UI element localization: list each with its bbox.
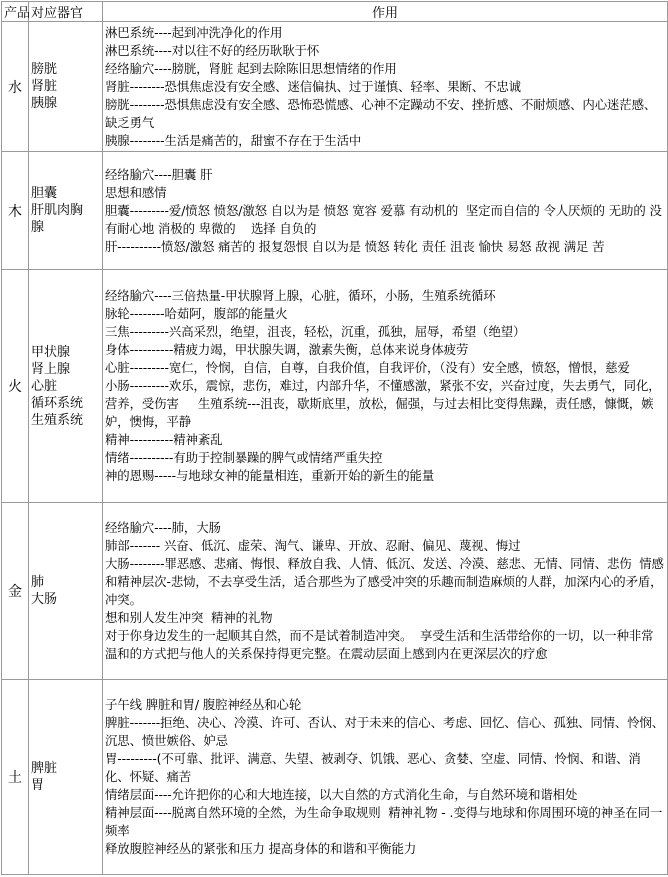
function-line: 释放腹腔神经丛的紧张和压力 提高身体的和谐和平衡能力 (105, 841, 417, 856)
function-line: 淋巴系统----起到冲洗净化的作用 (105, 24, 283, 40)
organ-cell (29, 152, 103, 270)
element-label: 火 (8, 379, 22, 395)
table-row (2, 503, 668, 680)
function-line: 小肠---------欢乐，震惊，悲伤，难过，内部升华，不懂感激，紧张不安，兴奋过度，失去勇气，同化，营养，受伤害 生殖系统---沮丧，歇斯底里，放松，倔强，与过去相比变得焦躁，责任感，慷慨，嫉妒，懊悔，平静 (105, 378, 661, 429)
function-line: 经络腧穴----三倍热量-甲状腺肾上腺，心脏，循环，小肠，生殖系统循环 (105, 288, 496, 303)
function-line: 经络腧穴----膀胱，肾脏 起到去除陈旧思想情绪的作用 (105, 60, 397, 76)
function-line: 精神层面----脱离自然环境的全然，为生命争取规则 精神礼物 - .变得与地球和你周围环境的神圣在同一频率 (105, 805, 663, 838)
organ-item: 腺 (31, 220, 45, 235)
function-line: 精神----------精神紊乱 (105, 432, 223, 447)
organ-item: 肝肌肉胸 (31, 203, 84, 218)
element-cell (2, 503, 29, 680)
organ-item: 肺 (31, 575, 45, 590)
function-line: 肾脏--------恐惧焦虑没有安全感、迷信偏执、过于谨慎、轻率、果断、不忠诚 (105, 78, 521, 94)
function-line: 大肠--------罪恶感、悲痛、悔恨、释放自我、人情、低沉、发送、冷漠、慈悲、无情、同情、悲伤 情感和精神层次-悲恸，不去享受生活，适合那些为了感受冲突的乐趣而制造麻烦的人群，加深内心的矛盾，冲突。 (105, 556, 664, 607)
table-row (2, 152, 668, 270)
function-line: 情绪层面----允许把你的心和大地连接，以大自然的方式消化生命，与自然环境和谐相处 (105, 787, 578, 802)
header-product: 产品 (2, 2, 29, 22)
function-line: 胰腺--------生活是痛苦的，甜蜜不存在于生活中 (105, 132, 362, 148)
function-line: 胃---------(不可靠、批评、满意、失望、被剥夺、饥饿、恶心、贪婪、空虚、同情、怜悯、和谐、消化、怀疑、痛苦 (105, 751, 641, 784)
organ-item: 胰腺 (31, 96, 58, 111)
element-cell (2, 270, 29, 503)
function-line: 子午线 脾脏和胃/ 腹腔神经丛和心轮 (105, 697, 302, 712)
organ-item: 胃 (31, 778, 45, 793)
table-row (2, 680, 668, 875)
organ-item: 生殖系统 (31, 412, 84, 428)
function-line: 淋巴系统----对以往不好的经历耿耿于怀 (105, 42, 320, 58)
element-cell (2, 152, 29, 270)
function-line: 对于你身边发生的一起顺其自然，而不是试着制造冲突。 享受生活和生活带给你的一切，以一种非常温和的方式把与他人的关系保持得更完整。在震动层面上感到内在更深层次的疗愈 (105, 628, 654, 661)
function-line: 肝----------愤怒/激怒 痛苦的 报复怨恨 自以为是 愤怒 转化 责任 沮丧 愉快 易怒 敌视 满足 苦 (105, 238, 605, 254)
function-line: 情绪----------有助于控制暴躁的脾气或情绪严重失控 (105, 450, 383, 465)
organ-item: 胆囊 (31, 186, 58, 201)
function-line: 三焦---------兴高采烈，绝望，沮丧，轻松，沉重，孤独，屈辱，希望（绝望） (105, 324, 526, 339)
organ-item: 心脏 (31, 378, 58, 394)
function-line: 神的恩赐-----与地球女神的能量相连，重新开始的新生的能量 (105, 468, 435, 483)
element-label: 水 (8, 79, 22, 96)
element-cell (2, 22, 29, 152)
organ-cell (29, 22, 103, 152)
function-line: 胆囊---------爱/愤怒 愤怒/激怒 自以为是 愤怒 宽容 爱慕 有动机的 坚定而自信的 令人厌烦的 无助的 没有耐心地 消极的 卑微的 选择 自负的 (105, 202, 662, 236)
organ-item: 脾脏 (31, 761, 58, 776)
organ-cell (29, 270, 103, 503)
table-body (2, 22, 668, 875)
function-cell (103, 503, 668, 680)
organ-cell (29, 680, 103, 875)
function-cell (103, 270, 668, 503)
function-line: 经络腧穴----肺，大肠 (105, 520, 221, 535)
element-label: 金 (8, 584, 22, 600)
function-cell (103, 152, 668, 270)
organ-item: 甲状腺 (31, 344, 71, 360)
header-row (2, 2, 668, 22)
table-row (2, 22, 668, 152)
function-line: 膀胱--------恐惧焦虑没有安全感、恐怖恐慌感、心神不定躁动不安、挫折感、不耐烦感、内心迷茫感、缺乏勇气 (105, 96, 657, 130)
element-label: 木 (8, 203, 22, 220)
function-line: 肺部------- 兴奋、低沉、虚荣、淘气、谦卑、开放、忍耐、偏见、蔑视、悔过 (105, 538, 521, 553)
function-cell (103, 22, 668, 152)
organ-item: 肾上腺 (31, 361, 71, 377)
function-line: 经络腧穴----胆囊 肝 (105, 166, 213, 182)
organ-item: 膀胱 (31, 62, 58, 77)
header-organ: 对应器官 (29, 2, 103, 22)
function-line: 心脏---------宽仁，怜悯，自信，自尊，自我价值，自我评价，（没有）安全感，愤怒，憎恨，慈爱 (105, 360, 630, 375)
element-cell (2, 680, 29, 875)
function-line: 思想和感情 (105, 184, 167, 200)
function-line: 脉轮--------哈茹阿，腹部的能量火 (105, 306, 288, 321)
organ-cell (29, 503, 103, 680)
organ-function-table (1, 1, 668, 875)
function-line: 脾脏-------拒绝、决心、冷漠、许可、否认、对于未来的信心、考虑、回忆、信心、孤独、同情、怜悯、沉思、愤世嫉俗、妒忌 (105, 715, 665, 748)
function-cell (103, 680, 668, 875)
function-line: 想和别人发生冲突 精神的礼物 (105, 610, 273, 625)
element-label: 土 (8, 770, 22, 786)
organ-item: 肾脏 (31, 79, 58, 94)
header-function: 作用 (103, 2, 668, 22)
function-line: 身体----------精疲力竭，甲状腺失调，激素失衡，总体来说身体疲劳 (105, 342, 469, 357)
organ-item: 大肠 (31, 592, 58, 607)
organ-item: 循环系统 (31, 395, 84, 411)
table-row (2, 270, 668, 503)
